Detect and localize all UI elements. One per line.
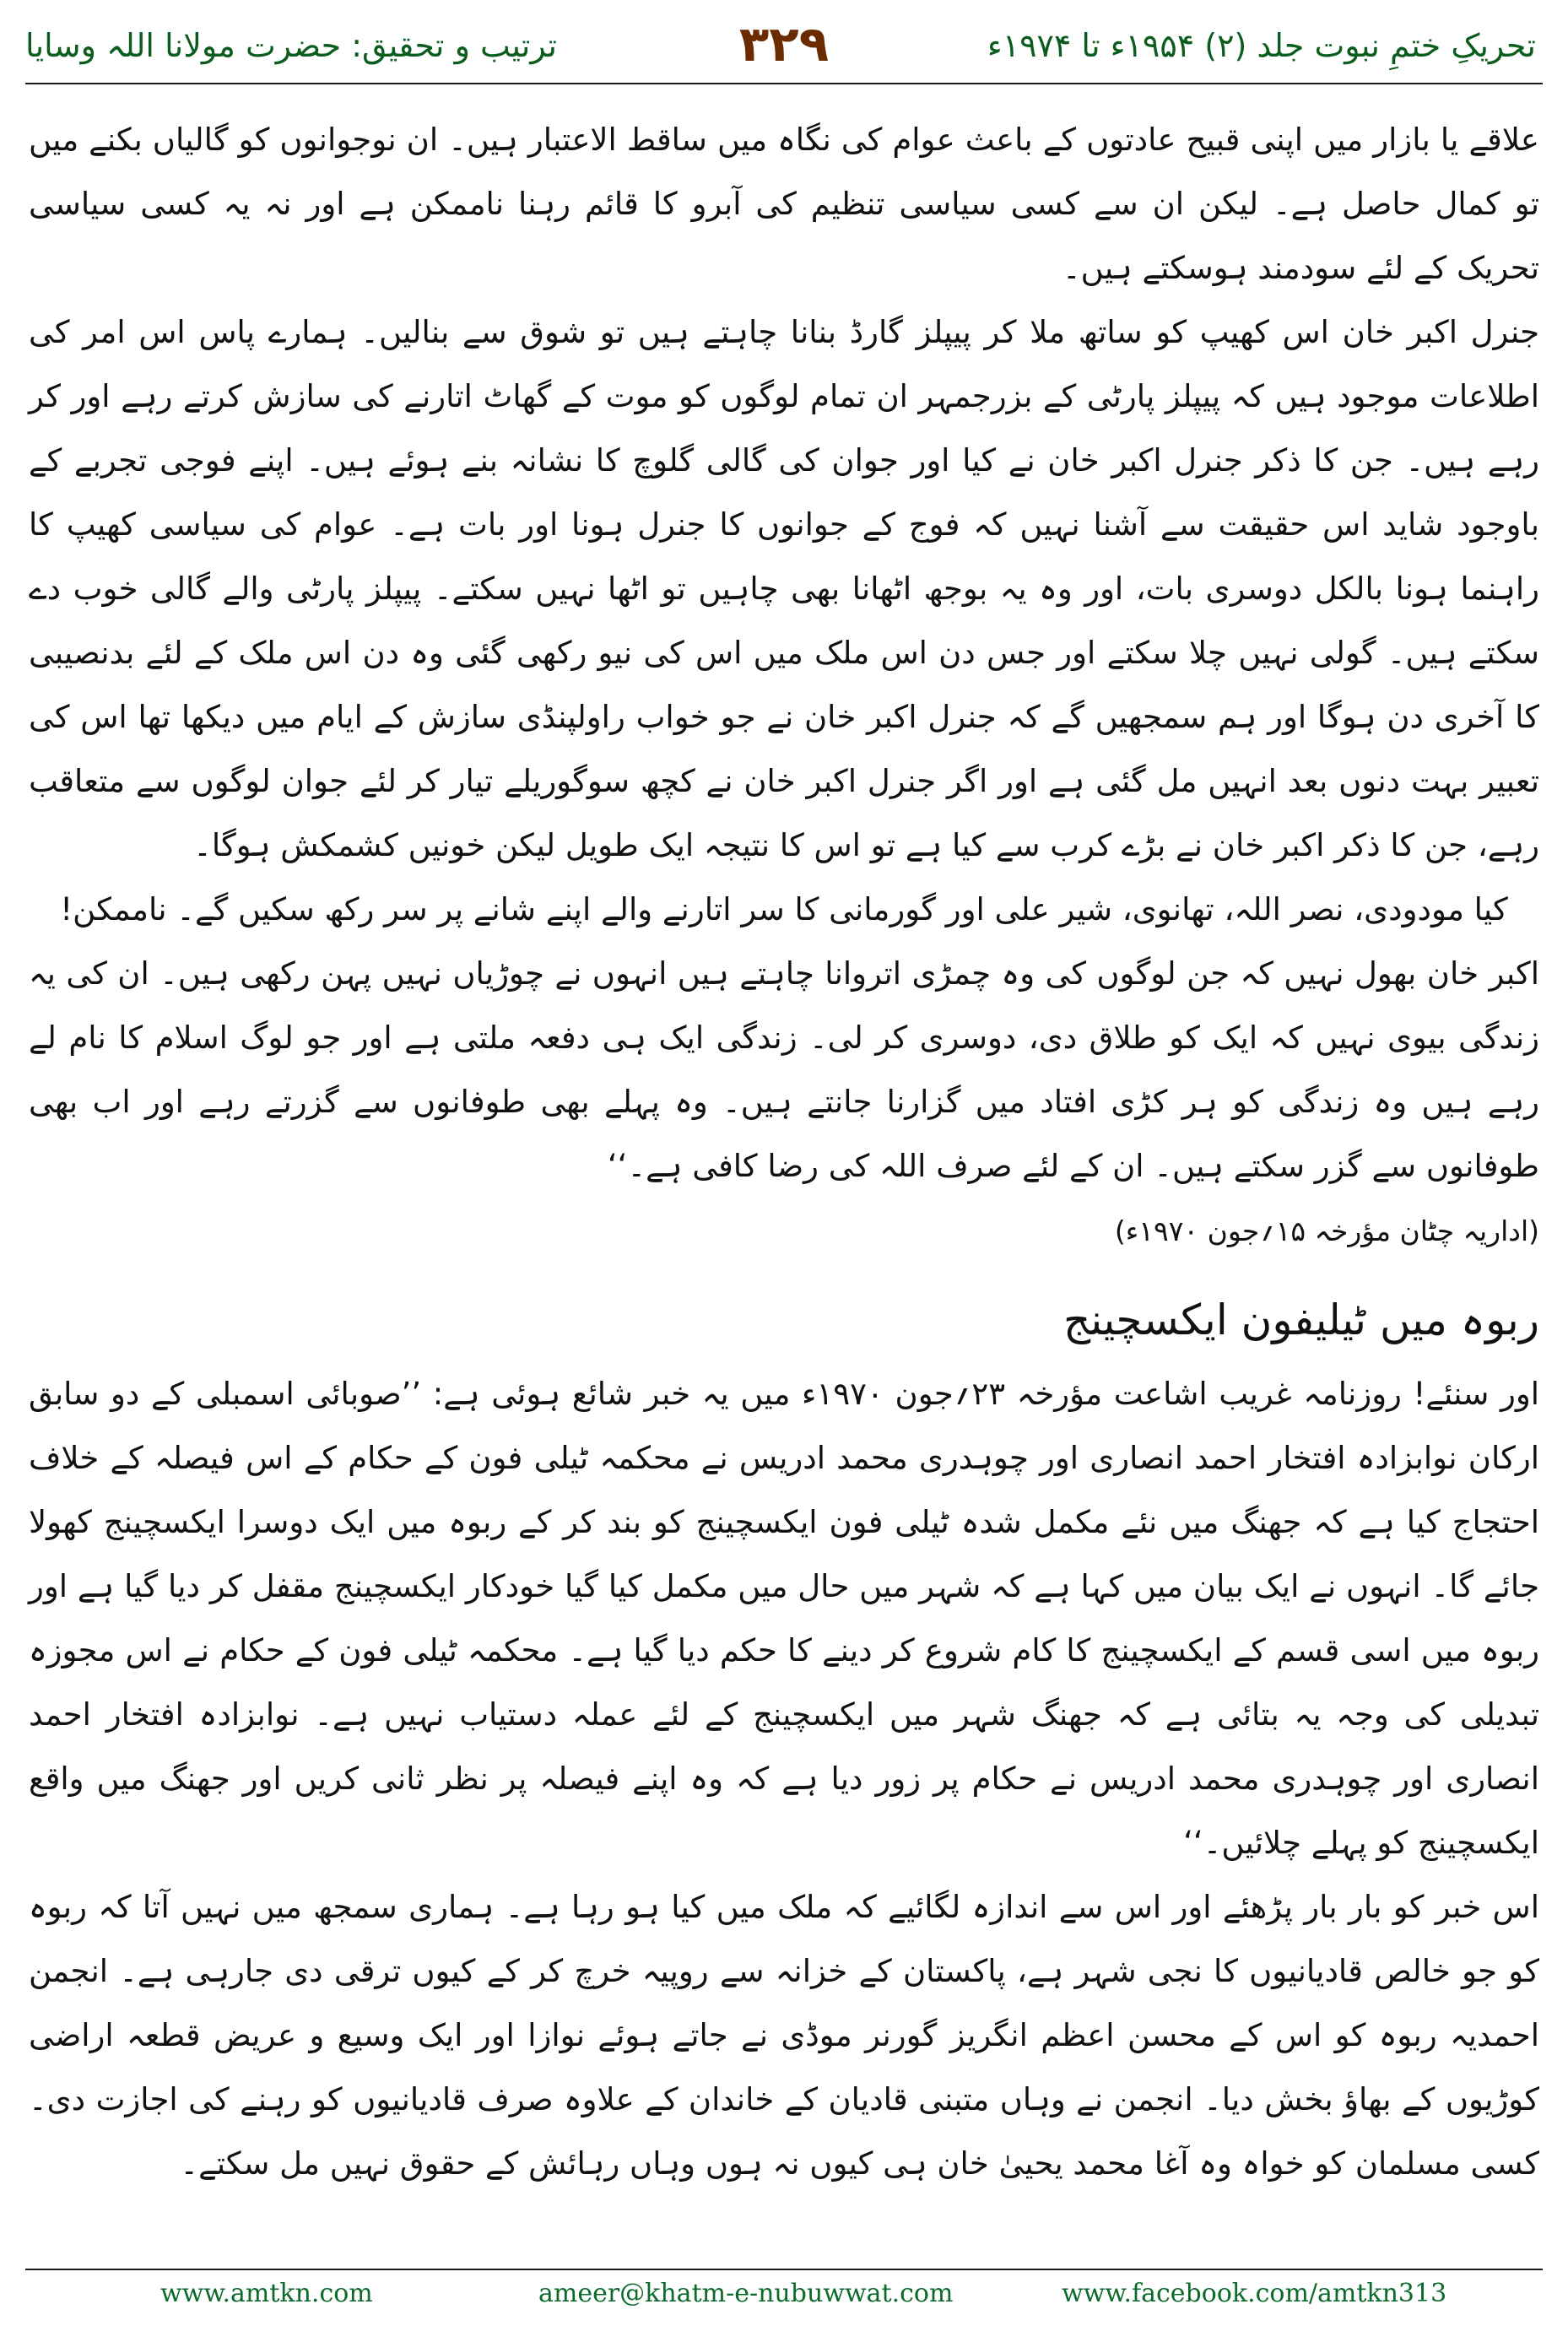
page-header — [0, 0, 1568, 84]
paragraph: علاقے یا بازار میں اپنی قبیح عادتوں کے باعث عوام کی نگاہ میں ساقط الاعتبار ہیں۔ ان نوجوانوں کو گالیاں بکنے میں تو کمال حاصل ہے۔ لیکن ان سے کسی سیاسی تنظیم کی آبرو کا قائم رہنا ناممکن ہے اور نہ یہ کسی سیاسی تحریک کے لئے سودمند ہوسکتے ہیں۔ — [29, 122, 1539, 286]
header-divider — [25, 83, 1543, 84]
article-body — [29, 108, 1539, 2196]
page-number: ۳۲۹ — [738, 15, 830, 73]
paragraph: جنرل اکبر خان اس کھیپ کو ساتھ ملا کر پیپلز گارڈ بنانا چاہتے ہیں تو شوق سے بنالیں۔ ہمارے پاس اس امر کی اطلاعات موجود ہیں کہ پیپلز پارٹی کے بزرجمہر ان تمام لوگوں کو موت کے گھاٹ اتارنے کی سازش کرتے رہے اور کر رہے ہیں۔ جن کا ذکر جنرل اکبر خان نے کیا اور جوان کی گالی گلوچ کا نشانہ بنے ہوئے ہیں۔ اپنے فوجی تجربے کے باوجود شاید اس حقیقت سے آشنا نہیں کہ فوج کے جوانوں کا جنرل ہونا اور بات ہے۔ عوام کی سیاسی کھیپ کا راہنما ہونا بالکل دوسری بات، اور وہ یہ بوجھ اٹھانا بھی چاہیں تو اٹھا نہیں سکتے۔ پیپلز پارٹی والے گالی خوب دے سکتے ہیں۔ گولی نہیں چلا سکتے اور جس دن اس ملک میں اس کی نیو رکھی گئی وہ دن اس ملک کے لئے بدنصیبی کا آخری دن ہوگا اور ہم سمجھیں گے کہ جنرل اکبر خان نے جو خواب راولپنڈی سازش کے ایام میں دیکھا تھا اس کی تعبیر بہت دنوں بعد انہیں مل گئی ہے اور اگر جنرل اکبر خان نے کچھ سوگوریلے تیار کر لئے جوان لوگوں سے متعاقب رہے، جن کا ذکر اکبر خان نے بڑے کرب سے کیا ہے تو اس کا نتیجہ ایک طویل لیکن خونیں کشمکش ہوگا۔ — [29, 314, 1539, 863]
website-link[interactable]: www.amtkn.com — [160, 2279, 373, 2308]
book-title: تحریکِ ختمِ نبوت جلد (۲) ۱۹۵۴ء تا ۱۹۷۴ء — [987, 27, 1536, 64]
paragraph: اس خبر کو بار بار پڑھئے اور اس سے اندازہ لگائیے کہ ملک میں کیا ہو رہا ہے۔ ہماری سمجھ میں نہیں آتا کہ ربوہ کو جو خالص قادیانیوں کا نجی شہر ہے، پاکستان کے خزانہ سے روپیہ خرچ کر کے کیوں ترقی دی جارہی ہے۔ انجمن احمدیہ ربوہ کو اس کے محسن اعظم انگریز گورنر موڈی نے جاتے ہوئے نوازا اور ایک وسیع و عریض قطعہ اراضی کوڑیوں کے بھاؤ بخش دیا۔ انجمن نے وہاں متبنی قادیان کے خاندان کے علاوہ صرف قادیانیوں کو رہنے کی اجازت دی۔ کسی مسلمان کو خواہ وہ آغا محمد یحییٰ خان ہی کیوں نہ ہوں وہاں رہائش کے حقوق نہیں مل سکتے۔ — [29, 1889, 1539, 2182]
editor-credit: ترتیب و تحقیق: حضرت مولانا اللہ وسایا — [25, 27, 557, 64]
page-footer — [0, 2279, 1568, 2317]
paragraph: اور سنئے! روزنامہ غریب اشاعت مؤرخہ ۲۳؍جون ۱۹۷۰ء میں یہ خبر شائع ہوئی ہے: ’’صوبائی اسمبلی کے دو سابق ارکان نوابزادہ افتخار احمد انصاری اور چوہدری محمد ادریس نے محکمہ ٹیلی فون کے حکام کے اس فیصلہ کے خلاف احتجاج کیا ہے کہ جھنگ میں نئے مکمل شدہ ٹیلی فون ایکسچینج کو بند کر کے ربوہ میں ایک دوسرا ایکسچینج کھولا جائے گا۔ انہوں نے ایک بیان میں کہا ہے کہ شہر میں حال میں مکمل کیا گیا خودکار ایکسچینج مقفل کر دیا گیا ہے اور ربوہ میں اسی قسم کے ایکسچینج کا کام شروع کر دینے کا حکم دیا گیا ہے۔ محکمہ ٹیلی فون کے حکام نے اس مجوزہ تبدیلی کی وجہ یہ بتائی ہے کہ جھنگ شہر میں ایکسچینج کے لئے عملہ دستیاب نہیں ہے۔ نوابزادہ افتخار احمد انصاری اور چوہدری محمد ادریس نے حکام پر زور دیا ہے کہ وہ اپنے فیصلہ پر نظر ثانی کریں اور جھنگ میں واقع ایکسچینج کو پہلے چلائیں۔‘‘ — [29, 1376, 1539, 1861]
email-link[interactable]: ameer@khatm-e-nubuwwat.com — [538, 2279, 954, 2308]
facebook-link[interactable]: www.facebook.com/amtkn313 — [1062, 2279, 1447, 2308]
footer-divider — [25, 2269, 1543, 2270]
paragraph: اکبر خان بھول نہیں کہ جن لوگوں کی وہ چمڑی اتروانا چاہتے ہیں انہوں نے چوڑیاں نہیں پہن رکھی ہیں۔ ان کی یہ زندگی بیوی نہیں کہ ایک کو طلاق دی، دوسری کر لی۔ زندگی ایک ہی دفعہ ملتی ہے اور جو لوگ اسلام کا نام لے رہے ہیں وہ زندگی کو ہر کڑی افتاد میں گزارنا جانتے ہیں۔ وہ پہلے بھی طوفانوں سے گزرتے رہے اور اب بھی طوفانوں سے گزر سکتے ہیں۔ ان کے لئے صرف اللہ کی رضا کافی ہے۔‘‘ — [29, 955, 1539, 1184]
section-heading: ربوہ میں ٹیلیفون ایکسچینج — [1062, 1295, 1539, 1344]
citation: (اداریہ چٹان مؤرخہ ۱۵؍جون ۱۹۷۰ء) — [1114, 1214, 1539, 1247]
paragraph: کیا مودودی، نصر اللہ، تھانوی، شیر علی اور گورمانی کا سر اتارنے والے اپنے شانے پر سر رکھ سکیں گے۔ ناممکن! — [60, 891, 1508, 928]
